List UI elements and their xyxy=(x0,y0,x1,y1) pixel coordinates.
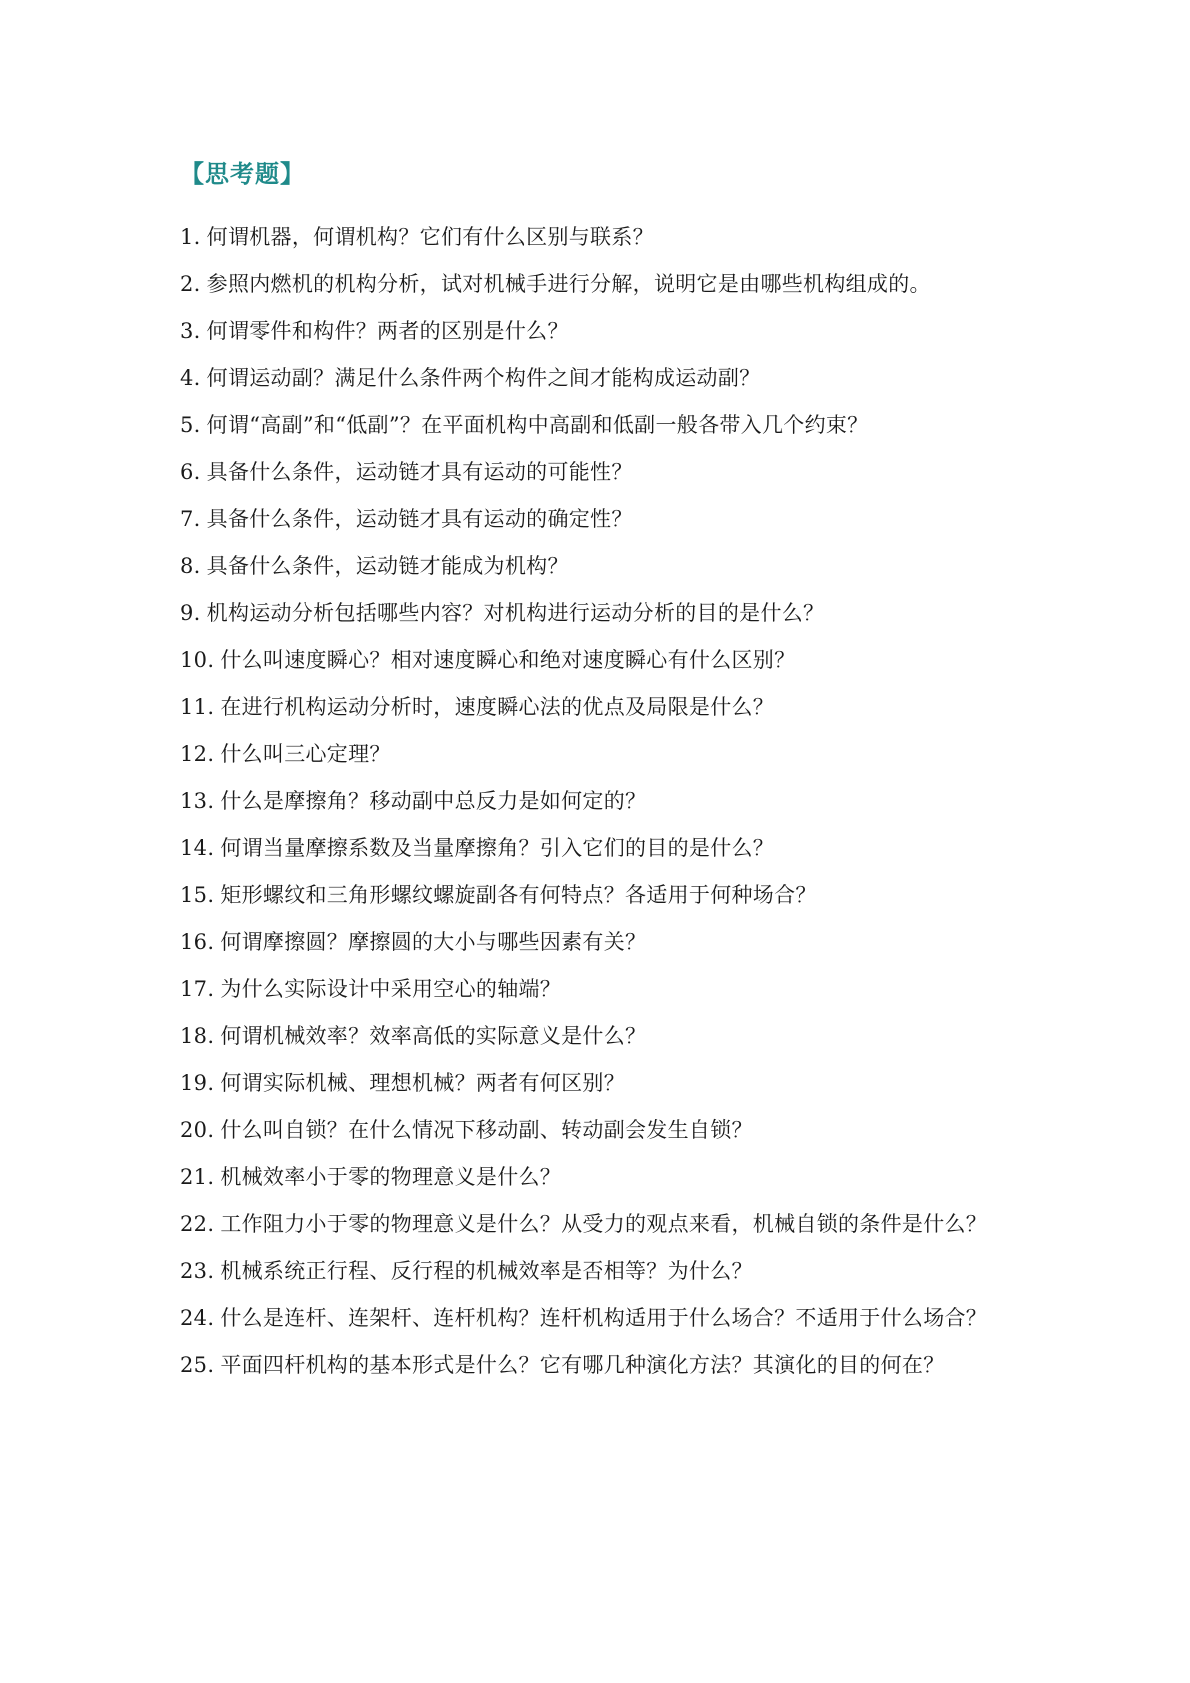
question-item xyxy=(180,590,1020,637)
question-item xyxy=(180,1248,1020,1295)
question-text: 具备什么条件，运动链才具有运动的可能性？ xyxy=(206,460,633,484)
question-text: 机构运动分析包括哪些内容？对机构进行运动分析的目的是什么？ xyxy=(206,601,825,625)
question-number: 18. xyxy=(180,1024,215,1048)
question-text: 何谓“高副”和“低副”？在平面机构中高副和低副一般各带入几个约束？ xyxy=(206,413,869,437)
question-item xyxy=(180,1342,1020,1389)
question-number: 12. xyxy=(180,742,215,766)
question-item xyxy=(180,1107,1020,1154)
question-item xyxy=(180,966,1020,1013)
question-text: 什么叫速度瞬心？相对速度瞬心和绝对速度瞬心有什么区别？ xyxy=(220,648,796,672)
question-number: 8. xyxy=(180,554,201,578)
question-text: 工作阻力小于零的物理意义是什么？从受力的观点来看，机械自锁的条件是什么？ xyxy=(220,1212,988,1236)
question-item xyxy=(180,637,1020,684)
question-text: 什么叫自锁？在什么情况下移动副、转动副会发生自锁？ xyxy=(220,1118,753,1142)
question-item xyxy=(180,543,1020,590)
question-number: 19. xyxy=(180,1071,215,1095)
question-item xyxy=(180,919,1020,966)
question-text: 具备什么条件，运动链才具有运动的确定性？ xyxy=(206,507,633,531)
question-number: 23. xyxy=(180,1259,215,1283)
question-text: 机械系统正行程、反行程的机械效率是否相等？为什么？ xyxy=(220,1259,753,1283)
question-text: 什么叫三心定理？ xyxy=(220,742,391,766)
question-item xyxy=(180,496,1020,543)
question-item xyxy=(180,1295,1020,1342)
question-number: 16. xyxy=(180,930,215,954)
question-text: 何谓实际机械、理想机械？两者有何区别？ xyxy=(220,1071,626,1095)
question-number: 2. xyxy=(180,272,201,296)
question-text: 在进行机构运动分析时，速度瞬心法的优点及局限是什么？ xyxy=(220,695,775,719)
question-item xyxy=(180,261,1020,308)
question-text: 何谓机器，何谓机构？它们有什么区别与联系？ xyxy=(206,225,654,249)
question-item xyxy=(180,214,1020,261)
question-number: 13. xyxy=(180,789,215,813)
question-text: 为什么实际设计中采用空心的轴端？ xyxy=(220,977,562,1001)
question-number: 14. xyxy=(180,836,215,860)
question-number: 10. xyxy=(180,648,215,672)
question-number: 6. xyxy=(180,460,201,484)
question-text: 什么是摩擦角？移动副中总反力是如何定的？ xyxy=(220,789,647,813)
question-number: 25. xyxy=(180,1353,215,1377)
question-number: 15. xyxy=(180,883,215,907)
question-text: 何谓运动副？满足什么条件两个构件之间才能构成运动副？ xyxy=(206,366,761,390)
question-text: 何谓零件和构件？两者的区别是什么？ xyxy=(206,319,569,343)
question-item xyxy=(180,355,1020,402)
question-number: 3. xyxy=(180,319,201,343)
question-text: 平面四杆机构的基本形式是什么？它有哪几种演化方法？其演化的目的何在？ xyxy=(220,1353,945,1377)
question-number: 4. xyxy=(180,366,201,390)
question-number: 7. xyxy=(180,507,201,531)
question-text: 什么是连杆、连架杆、连杆机构？连杆机构适用于什么场合？不适用于什么场合？ xyxy=(220,1306,988,1330)
question-number: 11. xyxy=(180,695,215,719)
question-text: 机械效率小于零的物理意义是什么？ xyxy=(220,1165,562,1189)
question-item xyxy=(180,449,1020,496)
question-number: 24. xyxy=(180,1306,215,1330)
question-item xyxy=(180,1013,1020,1060)
question-number: 17. xyxy=(180,977,215,1001)
question-text: 何谓机械效率？效率高低的实际意义是什么？ xyxy=(220,1024,647,1048)
question-text: 参照内燃机的机构分析，试对机械手进行分解，说明它是由哪些机构组成的。 xyxy=(206,272,931,296)
question-item xyxy=(180,731,1020,778)
question-number: 5. xyxy=(180,413,201,437)
question-item xyxy=(180,825,1020,872)
question-list xyxy=(180,214,1020,1389)
question-number: 9. xyxy=(180,601,201,625)
question-text: 具备什么条件，运动链才能成为机构？ xyxy=(206,554,569,578)
question-item xyxy=(180,1154,1020,1201)
question-item xyxy=(180,778,1020,825)
question-text: 何谓当量摩擦系数及当量摩擦角？引入它们的目的是什么？ xyxy=(220,836,775,860)
question-number: 21. xyxy=(180,1165,215,1189)
question-item xyxy=(180,872,1020,919)
question-item xyxy=(180,684,1020,731)
question-text: 何谓摩擦圆？摩擦圆的大小与哪些因素有关？ xyxy=(220,930,647,954)
section-title: 【思考题】 xyxy=(180,159,305,188)
question-item xyxy=(180,1060,1020,1107)
question-number: 1. xyxy=(180,225,201,249)
question-item xyxy=(180,308,1020,355)
question-number: 22. xyxy=(180,1212,215,1236)
question-number: 20. xyxy=(180,1118,215,1142)
question-item xyxy=(180,1201,1020,1248)
question-item xyxy=(180,402,1020,449)
question-text: 矩形螺纹和三角形螺纹螺旋副各有何特点？各适用于何种场合？ xyxy=(220,883,817,907)
